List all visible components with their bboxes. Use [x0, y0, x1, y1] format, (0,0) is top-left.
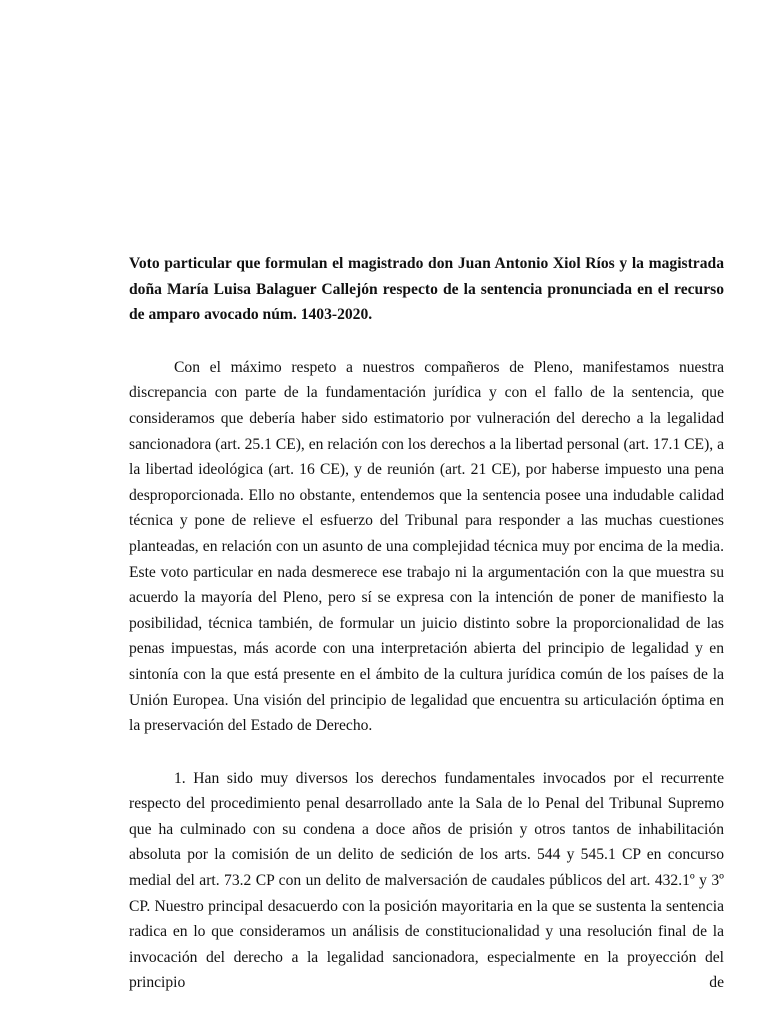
paragraph-section-1: 1. Han sido muy diversos los derechos fundamentales invocados por el recurrente respecto del procedimiento penal desarrollado ante la Sala de lo Penal del Tribunal Supremo que ha culminado con su condena a doce años de prisión y otros tantos de inhabilitación absoluta por la comisión de un delito de sedición de los arts. 544 y 545.1 CP en concurso medial del art. 73.2 CP con un delito de malversación de caudales públicos del art. 432.1º y 3º CP. Nuestro principal desacuerdo con la posición mayoritaria en la que se sustenta la sentencia radica en lo que consideramos un análisis de constitucionalidad y una resolución final de la invocación del derecho a la legalidad sancionadora, especialmente en la proyección del principio de [129, 769, 724, 992]
document-title: Voto particular que formulan el magistrado don Juan Antonio Xiol Ríos y la magistrada doña María Luisa Balaguer Callejón respecto de la sentencia pronunciada en el recurso de amparo avocado núm. 1403-2020. [129, 255, 724, 324]
paragraph-intro: Con el máximo respeto a nuestros compañeros de Pleno, manifestamos nuestra discrepancia con parte de la fundamentación jurídica y con el fallo de la sentencia, que consideramos que debería haber sido estimatorio por vulneración del derecho a la legalidad sancionadora (art. 25.1 CE), en relación con los derechos a la libertad personal (art. 17.1 CE), a la libertad ideológica (art. 16 CE), y de reunión (art. 21 CE), por haberse impuesto una pena desproporcionada. Ello no obstante, entendemos que la sentencia posee una indudable calidad técnica y pone de relieve el esfuerzo del Tribunal para responder a las muchas cuestiones planteadas, en relación con un asunto de una complejidad técnica muy por encima de la media. Este voto particular en nada desmerece ese trabajo ni la argumentación con la que muestra su acuerdo la mayoría del Pleno, pero sí se expresa con la intención de poner de manifiesto la posibilidad, técnica también, de formular un juicio distinto sobre la proporcionalidad de las penas impuestas, más acorde con una interpretación abierta del principio de legalidad y en sintonía con la que está presente en el ámbito de la cultura jurídica común de los países de la Unión Europea. Una visión del principio de legalidad que encuentra su articulación óptima en la preservación del Estado de Derecho. [129, 358, 724, 735]
document-body [129, 251, 724, 996]
